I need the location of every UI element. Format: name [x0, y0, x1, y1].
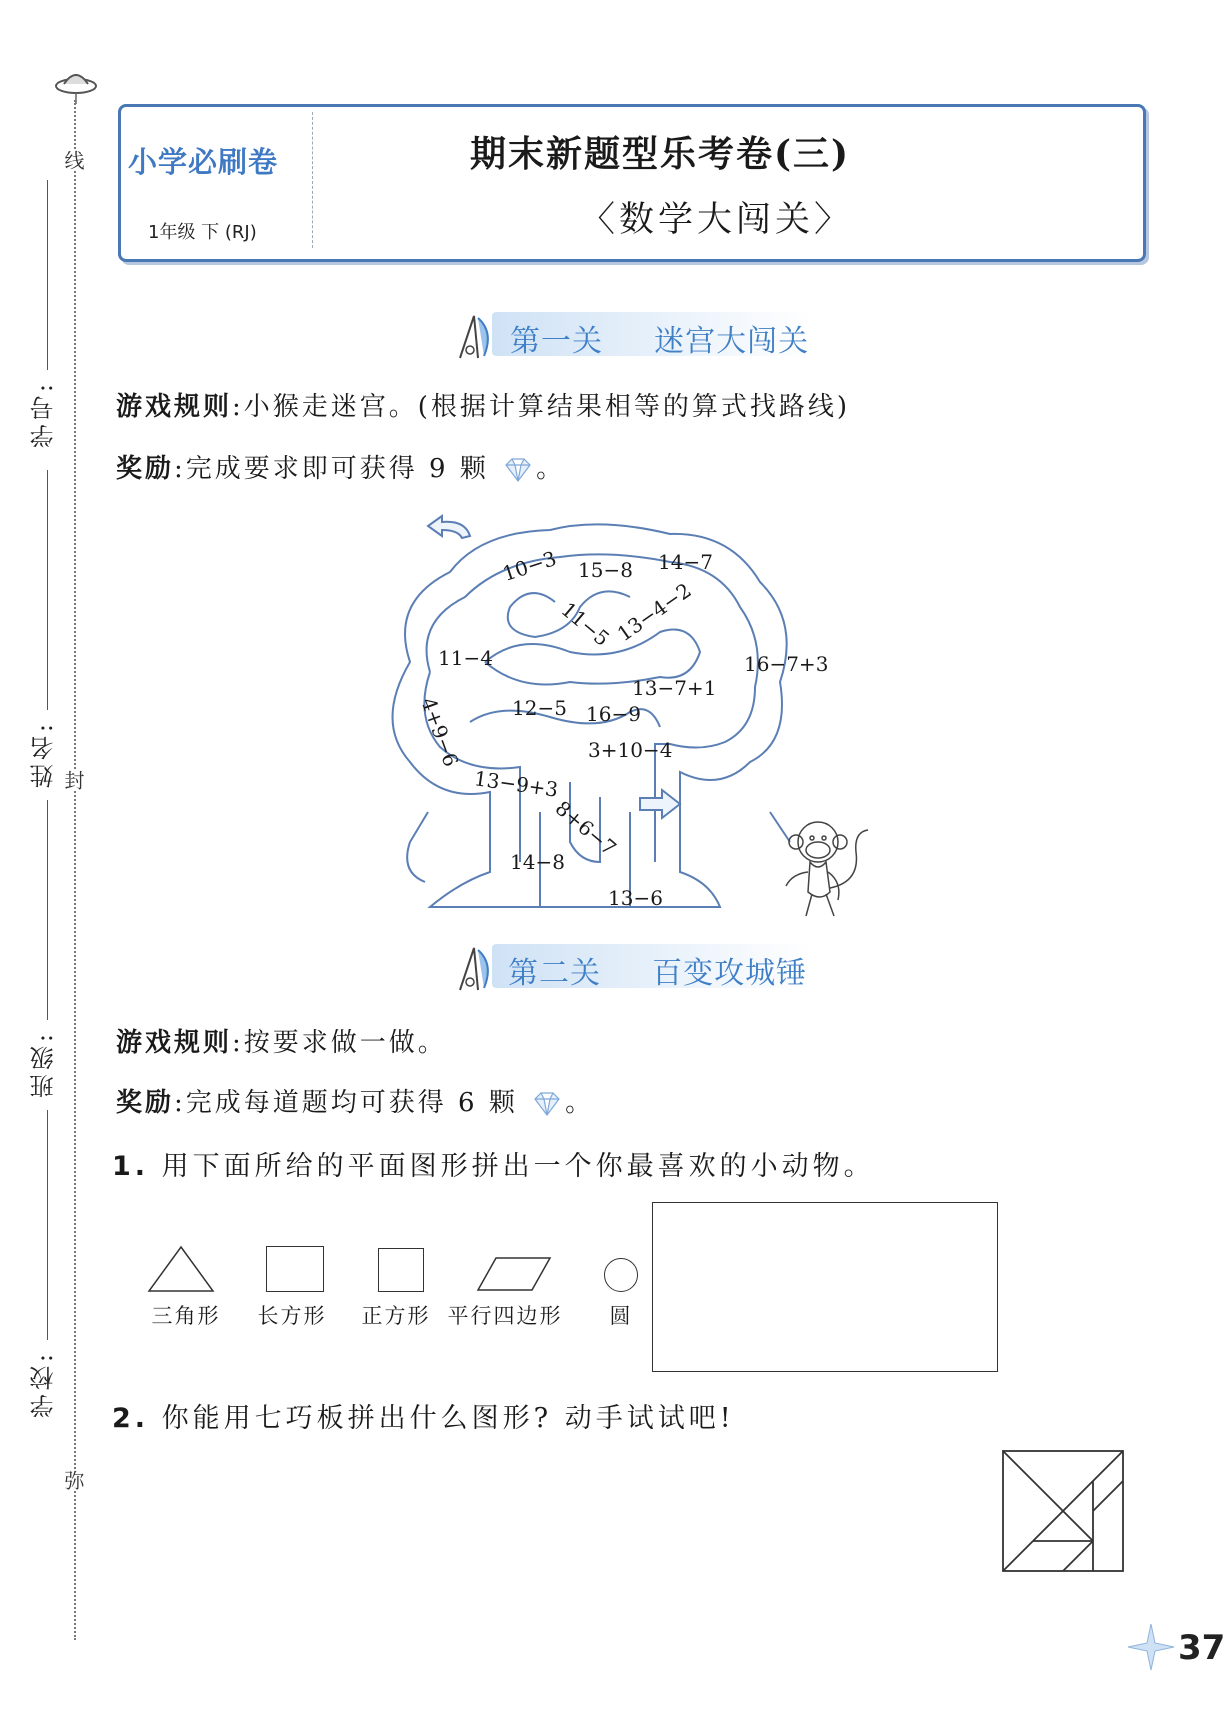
page-number: 37 [1178, 1628, 1225, 1668]
level1-reward [116, 448, 565, 485]
maze-expr-13: 13−9+3 [472, 766, 560, 802]
drawing-answer-box[interactable] [652, 1202, 998, 1372]
square-shape [378, 1248, 424, 1292]
question-2 [112, 1396, 735, 1435]
maze-expr-11: 16−9 [586, 702, 641, 726]
level1-heading [510, 316, 809, 360]
rule-label: 游戏规则 [116, 392, 233, 422]
school-blank[interactable] [47, 1110, 48, 1340]
level2-rule [116, 1022, 447, 1059]
cut-word-feng: 封 [64, 770, 88, 790]
rectangle-shape [266, 1246, 324, 1292]
page-title: 期末新题型乐考卷(三) [470, 133, 851, 175]
tangram-diagram [1002, 1450, 1124, 1572]
maze-expr-6: 11−4 [438, 646, 493, 670]
rule-text: :小猴走迷宫。(根据计算结果相等的算式找路线) [232, 392, 851, 422]
class-blank[interactable] [47, 800, 48, 1020]
class-label: 班级: [30, 1030, 58, 1099]
triangle-shape [146, 1244, 216, 1294]
level2-number: 第二关 [508, 956, 601, 991]
maze-expr-15: 14−8 [510, 850, 565, 874]
maze-expr-1: 10−3 [499, 546, 560, 586]
maze-expr-10: 13−7+1 [632, 676, 717, 700]
level1-name: 迷宫大闯关 [654, 324, 810, 359]
maze-expr-3: 14−7 [658, 550, 713, 574]
maze-expr-4: 11−5 [556, 597, 615, 651]
question-1-text: 用下面所给的平面图形拼出一个你最喜欢的小动物。 [161, 1151, 875, 1182]
question-1-number: 1. [112, 1151, 150, 1182]
rule-text: :按要求做一做。 [232, 1028, 447, 1058]
maze-expr-16: 13−6 [608, 886, 663, 910]
shape-label-parallelogram: 平行四边形 [447, 1304, 563, 1328]
reward-end: 。 [536, 454, 566, 484]
level2-reward [116, 1082, 594, 1119]
circle-shape [604, 1258, 638, 1292]
cut-word-mi: 弥 [64, 1470, 88, 1490]
question-2-text: 你能用七巧板拼出什么图形? 动手试试吧! [161, 1403, 735, 1434]
ufo-icon [54, 64, 98, 104]
level2-heading [508, 948, 807, 992]
student-number-label: 学号: [30, 380, 58, 449]
page-subtitle: 〈数学大闯关〉 [580, 200, 854, 240]
brand-logo-text: 小学必刷卷 [128, 145, 279, 179]
reward-end: 。 [565, 1088, 595, 1118]
maze-expr-5: 13−4−2 [612, 577, 696, 647]
cut-word-xian: 线 [64, 150, 88, 170]
maze-expr-12: 3+10−4 [588, 738, 673, 762]
level-flag-icon [454, 944, 506, 992]
shape-label-circle: 圆 [609, 1304, 633, 1328]
name-blank[interactable] [47, 470, 48, 710]
maze-expr-8: 4+9−6 [416, 694, 464, 770]
level1-rule [116, 386, 850, 423]
rule-label: 游戏规则 [116, 1028, 233, 1058]
name-label: 姓名: [30, 720, 58, 789]
sparkle-icon [1126, 1622, 1176, 1672]
student-number-blank[interactable] [47, 180, 48, 370]
question-1 [112, 1144, 875, 1183]
monkey-icon [780, 812, 880, 922]
header-divider [312, 112, 313, 248]
reward-label: 奖励 [116, 454, 175, 484]
shape-label-square: 正方形 [361, 1304, 431, 1328]
grade-label: 1年级 下 (RJ) [148, 222, 257, 243]
maze-expr-2: 15−8 [578, 558, 633, 582]
maze-expr-9: 12−5 [512, 696, 567, 720]
level-flag-icon [454, 312, 506, 360]
diamond-icon [529, 1091, 565, 1117]
level2-name: 百变攻城锤 [652, 956, 808, 991]
binding-cut-line [74, 100, 76, 1640]
reward-text: :完成要求即可获得 9 颗 [174, 454, 489, 484]
maze-expr-7: 16−7+3 [744, 652, 829, 676]
shape-label-rectangle: 长方形 [257, 1304, 327, 1328]
shape-label-triangle: 三角形 [151, 1304, 221, 1328]
school-label: 学校: [30, 1350, 58, 1419]
reward-label: 奖励 [116, 1088, 175, 1118]
parallelogram-shape [476, 1256, 552, 1292]
maze-expr-14: 8+6−7 [550, 795, 622, 861]
reward-text: :完成每道题均可获得 6 颗 [174, 1088, 518, 1118]
diamond-icon [500, 457, 536, 483]
question-2-number: 2. [112, 1403, 150, 1434]
level1-number: 第一关 [510, 324, 603, 359]
